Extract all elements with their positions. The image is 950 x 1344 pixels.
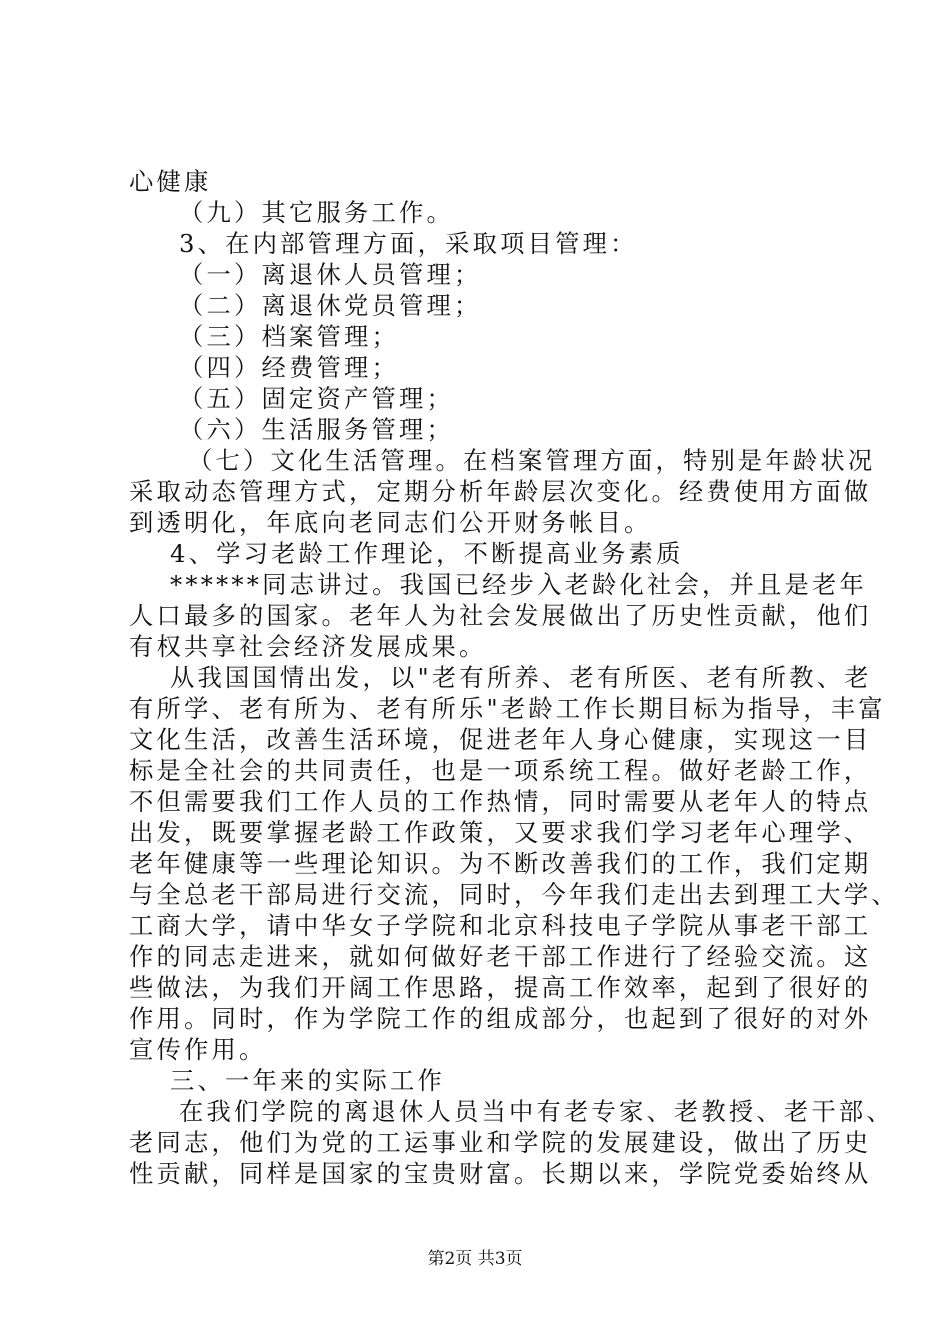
text-line: 到透明化，年底向老同志们公开财务帐目。 [129, 508, 652, 537]
text-line: 作用。同时，作为学院工作的组成部分，也起到了很好的对外 [129, 1004, 872, 1033]
text-line: 4、学习老龄工作理论，不断提高业务素质 [170, 539, 684, 568]
text-line: 出发，既要掌握老龄工作政策，又要求我们学习老年心理学、 [129, 818, 872, 847]
text-line: （三）档案管理； [179, 322, 399, 351]
text-line: 采取动态管理方式，定期分析年龄层次变化。经费使用方面做 [129, 477, 872, 506]
text-line: （七）文化生活管理。在档案管理方面，特别是年龄状况 [188, 446, 876, 475]
text-line: （五）固定资产管理； [179, 384, 454, 413]
text-line: 作的同志走进来，就如何做好老干部工作进行了经验交流。这 [129, 942, 872, 971]
text-line: （二）离退休党员管理； [179, 291, 482, 320]
text-line: 工商大学，请中华女子学院和北京科技电子学院从事老干部工 [129, 911, 872, 940]
text-line: ******同志讲过。我国已经步入老龄化社会，并且是老年 [170, 570, 868, 599]
page-footer: 第2页 共3页 [427, 1249, 523, 1269]
text-line: 人口最多的国家。老年人为社会发展做出了历史性贡献，他们 [129, 601, 872, 630]
text-line: 有所学、老有所为、老有所乐"老龄工作长期目标为指导，丰富 [129, 694, 886, 723]
text-line: 标是全社会的共同责任，也是一项系统工程。做好老龄工作， [129, 756, 872, 785]
text-line: 从我国国情出发，以"老有所养、老有所医、老有所教、老 [170, 663, 872, 692]
text-line: 老年健康等一些理论知识。为不断改善我们的工作，我们定期 [129, 849, 872, 878]
text-line: 与全总老干部局进行交流，同时，今年我们走出去到理工大学、 [129, 880, 899, 909]
text-line: 不但需要我们工作人员的工作热情，同时需要从老年人的特点 [129, 787, 872, 816]
text-line: 3、在内部管理方面，采取项目管理： [179, 229, 638, 258]
text-line: 在我们学院的离退休人员当中有老专家、老教授、老干部、 [179, 1097, 894, 1126]
text-line: 有权共享社会经济发展成果。 [129, 632, 487, 661]
text-line: 宣传作用。 [129, 1035, 267, 1064]
text-line: （九）其它服务工作。 [179, 198, 454, 227]
text-line: 文化生活，改善生活环境，促进老年人身心健康，实现这一目 [129, 725, 872, 754]
text-line: 三、一年来的实际工作 [170, 1066, 445, 1095]
text-line: （四）经费管理； [179, 353, 399, 382]
text-line: 心健康 [129, 167, 212, 196]
text-line: 些做法，为我们开阔工作思路，提高工作效率，起到了很好的 [129, 973, 872, 1002]
text-line: 老同志，他们为党的工运事业和学院的发展建设，做出了历史 [129, 1128, 872, 1157]
text-line: 性贡献，同样是国家的宝贵财富。长期以来，学院党委始终从 [129, 1159, 872, 1188]
text-line: （一）离退休人员管理； [179, 260, 482, 289]
text-line: （六）生活服务管理； [179, 415, 454, 444]
document-body [129, 166, 899, 1189]
